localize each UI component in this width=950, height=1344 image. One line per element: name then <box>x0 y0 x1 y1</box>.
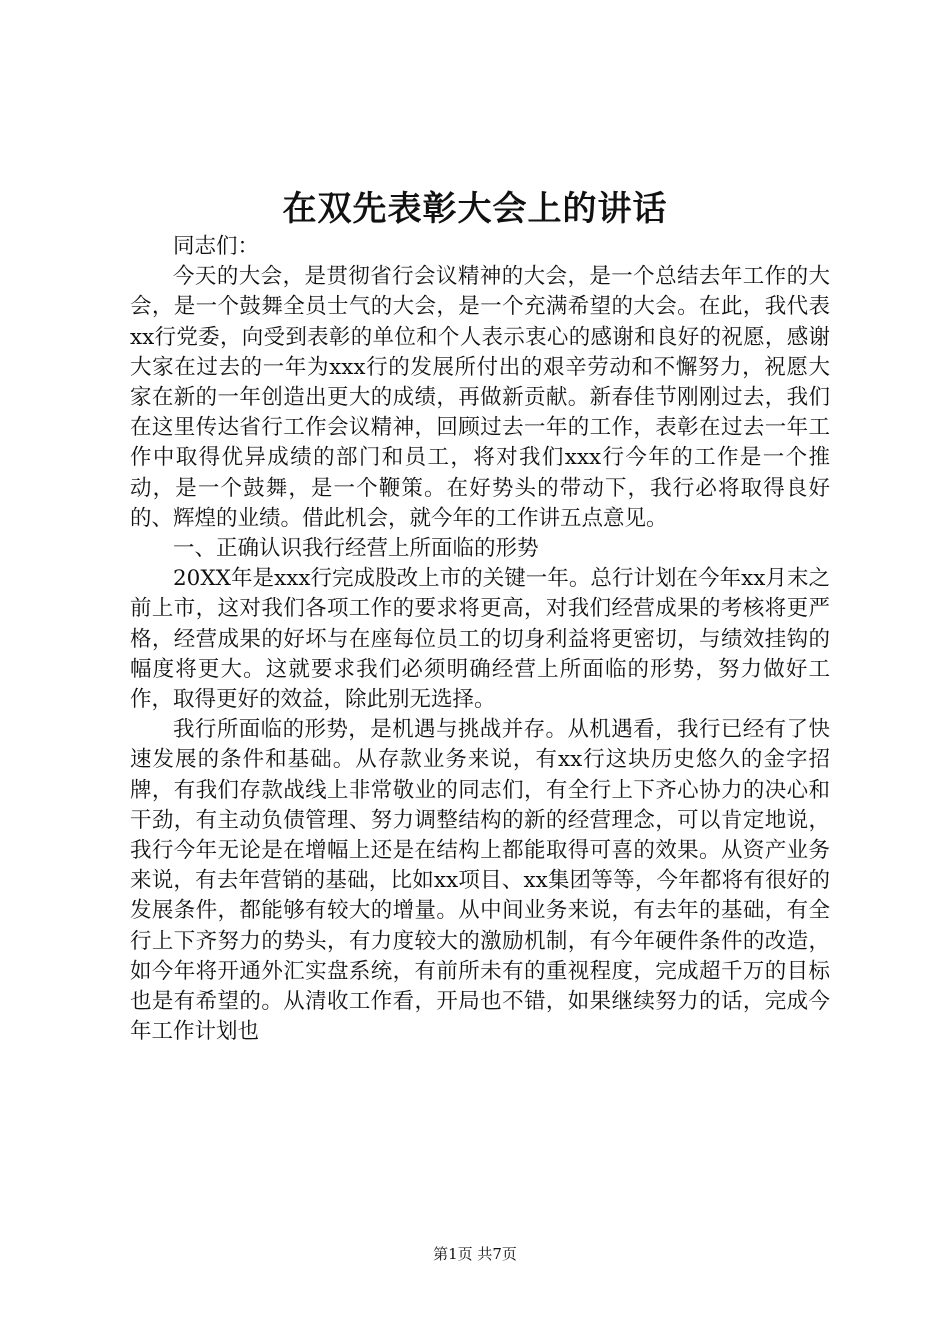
body-paragraph: 我行所面临的形势，是机遇与挑战并存。从机遇看，我行已经有了快速发展的条件和基础。从存款业务来说，有xx行这块历史悠久的金字招牌，有我们存款战线上非常敬业的同志们，有全行上下齐心协力的决心和干劲，有主动负债管理、努力调整结构的新的经营理念，可以肯定地说，我行今年无论是在增幅上还是在结构上都能取得可喜的效果。从资产业务来说，有去年营销的基础，比如xx项目、xx集团等等，今年都将有很好的发展条件，都能够有较大的增量。从中间业务来说，有去年的基础，有全行上下齐努力的势头，有力度较大的激励机制，有今年硬件条件的改造，如今年将开通外汇实盘系统，有前所未有的重视程度，完成超千万的目标也是有希望的。从清收工作看，开局也不错，如果继续努力的话，完成今年工作计划也 <box>130 717 830 1045</box>
page-number-footer: 第1页 共7页 <box>433 1245 517 1263</box>
document-title: 在双先表彰大会上的讲话 <box>282 189 668 229</box>
document-body <box>130 232 830 1047</box>
body-paragraph: 今天的大会，是贯彻省行会议精神的大会，是一个总结去年工作的大会，是一个鼓舞全员士气的大会，是一个充满希望的大会。在此，我代表xx行党委，向受到表彰的单位和个人表示衷心的感谢和良好的祝愿，感谢大家在过去的一年为xxx行的发展所付出的艰辛劳动和不懈努力，祝愿大家在新的一年创造出更大的成绩，再做新贡献。新春佳节刚刚过去，我们在这里传达省行工作会议精神，回顾过去一年的工作，表彰在过去一年工作中取得优异成绩的部门和员工，将对我们xxx行今年的工作是一个推动，是一个鼓舞，是一个鞭策。在好势头的带动下，我行必将取得良好的、辉煌的业绩。借此机会，就今年的工作讲五点意见。 <box>130 264 830 531</box>
salutation-paragraph: 同志们： <box>173 234 260 259</box>
body-paragraph: 20XX年是xxx行完成股改上市的关键一年。总行计划在今年xx月末之前上市，这对我们各项工作的要求将更高，对我们经营成果的考核将更严格，经营成果的好坏与在座每位员工的切身利益将更密切，与绩效挂钩的幅度将更大。这就要求我们必须明确经营上所面临的形势，努力做好工作，取得更好的效益，除此别无选择。 <box>130 566 830 713</box>
section-heading: 一、正确认识我行经营上所面临的形势 <box>173 536 539 562</box>
